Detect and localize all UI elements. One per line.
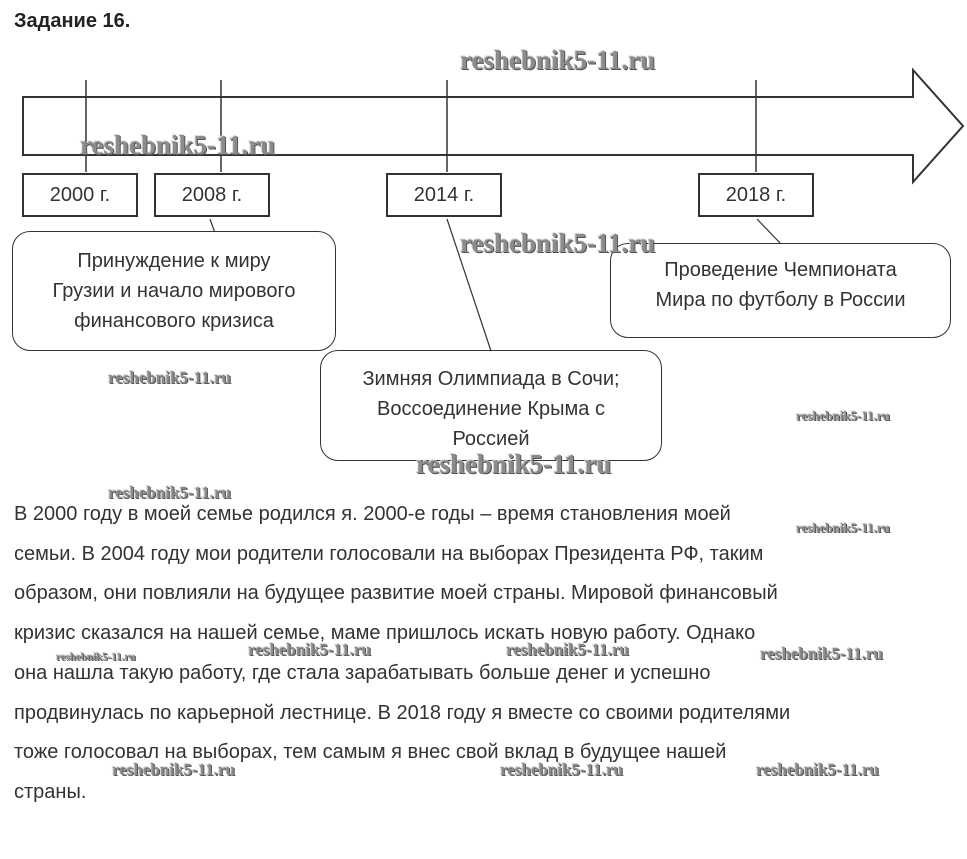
watermark: reshebnik5-11.ru <box>760 644 883 663</box>
watermark: reshebnik5-11.ru <box>56 651 136 663</box>
year-box-2014: 2014 г. <box>386 173 502 217</box>
event-2008-line: Принуждение к миру <box>77 250 271 272</box>
watermark: reshebnik5-11.ru <box>756 760 879 779</box>
watermark: reshebnik5-11.ru <box>796 520 891 535</box>
task-title: Задание 16. <box>14 10 131 32</box>
year-box-2000: 2000 г. <box>22 173 138 217</box>
connector-2018 <box>757 219 781 244</box>
watermark: reshebnik5-11.ru <box>506 640 629 659</box>
event-2014-line: Зимняя Олимпиада в Сочи; <box>362 368 620 390</box>
event-2008-line: финансового кризиса <box>74 310 274 332</box>
watermark: reshebnik5-11.ru <box>248 640 371 659</box>
watermark: reshebnik5-11.ru <box>80 130 276 160</box>
essay-line: образом, они повлияли на будущее развитие моей страны. Мировой финансовый <box>14 582 778 605</box>
event-2008-line: Грузии и начало мирового <box>52 280 296 302</box>
essay-line: семьи. В 2004 году мои родители голосовали на выборах Президента РФ, таким <box>14 542 764 565</box>
essay-line: тоже голосовал на выборах, тем самым я внес свой вклад в будущее нашей <box>14 741 727 764</box>
event-2014-line: Воссоединение Крыма с <box>377 398 605 420</box>
watermark: reshebnik5-11.ru <box>108 368 231 387</box>
watermark: reshebnik5-11.ru <box>108 483 231 502</box>
essay-text <box>14 495 919 813</box>
event-2014-line: Россией <box>452 428 530 450</box>
watermark: reshebnik5-11.ru <box>500 760 623 779</box>
watermark: reshebnik5-11.ru <box>460 45 656 75</box>
watermark: reshebnik5-11.ru <box>416 449 612 479</box>
essay-line: продвинулась по карьерной лестнице. В 2018 году я вместе со своими родителями <box>14 701 791 724</box>
watermark: reshebnik5-11.ru <box>460 228 656 258</box>
watermark: reshebnik5-11.ru <box>112 760 235 779</box>
essay-line: кризис сказался на нашей семье, маме пришлось искать новую работу. Однако <box>14 622 756 645</box>
year-box-2008: 2008 г. <box>154 173 270 217</box>
event-2018-line: Проведение Чемпионата <box>664 259 897 281</box>
essay-line: она нашла такую работу, где стала зарабатывать больше денег и успешно <box>14 661 711 684</box>
event-box-2008 <box>12 231 336 351</box>
event-2018-line: Мира по футболу в России <box>655 289 906 311</box>
timeline-arrow-shape <box>23 70 963 182</box>
connector-2014 <box>447 219 491 351</box>
year-box-2018: 2018 г. <box>698 173 814 217</box>
watermark: reshebnik5-11.ru <box>796 408 891 423</box>
event-box-2018 <box>610 243 951 338</box>
essay-line: В 2000 году в моей семье родился я. 2000-е годы – время становления моей <box>14 503 731 525</box>
event-box-2014 <box>320 350 662 461</box>
essay-line: страны. <box>14 780 87 803</box>
